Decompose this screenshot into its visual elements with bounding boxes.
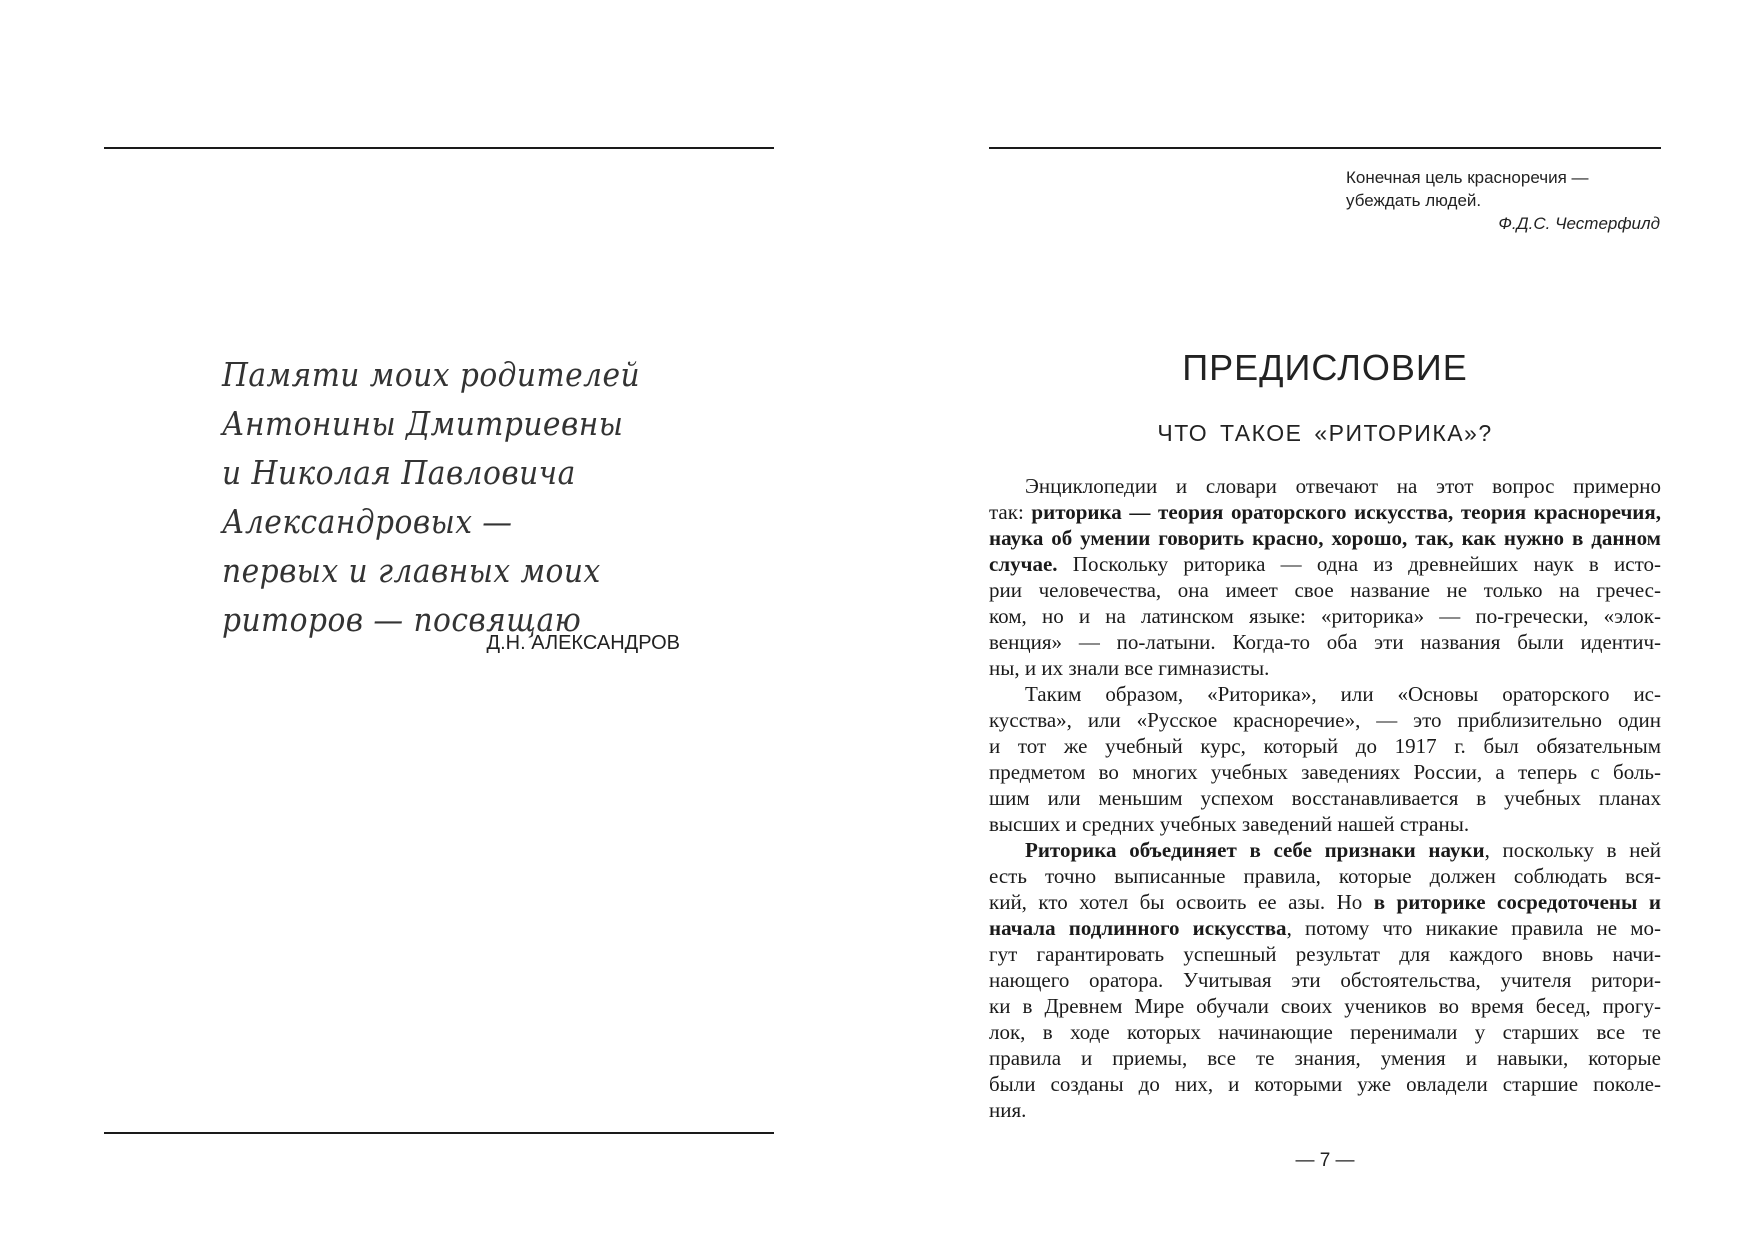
text-run: правила и приемы, все те знания, умения и навыки, которые <box>989 1046 1661 1070</box>
bold-text-run: случае. <box>989 552 1058 576</box>
dedication-line: Антонины Дмитриевны <box>222 404 624 443</box>
dedication-line: Памяти моих родителей <box>222 355 641 394</box>
bold-text-run: наука об умении говорить красно, хорошо, так, как нужно в данном <box>989 526 1661 550</box>
bold-text-run: в риторике сосредоточены и <box>1373 890 1661 914</box>
text-line <box>989 785 1661 811</box>
preface-body-text <box>989 473 1661 1123</box>
text-line <box>989 681 1661 707</box>
text-run: есть точно выписанные правила, которые должен соблюдать вся- <box>989 864 1661 888</box>
left-top-rule <box>104 147 774 149</box>
text-line <box>989 551 1661 577</box>
text-run: Энциклопедии и словари отвечают на этот вопрос примерно <box>1025 474 1661 498</box>
text-line <box>989 473 1661 499</box>
text-run: были созданы до них, и которыми уже овладели старшие поколе- <box>989 1072 1661 1096</box>
text-line <box>989 837 1661 863</box>
text-line <box>989 759 1661 785</box>
bold-text-run: риторика — теория ораторского искусства, теория красноречия, <box>1031 500 1661 524</box>
text-run: ком, но и на латинском языке: «риторика» — по-гречески, «элок- <box>989 604 1661 628</box>
text-line <box>989 707 1661 733</box>
text-run: ны, и их знали все гимназисты. <box>989 656 1270 680</box>
text-run: кий, кто хотел бы освоить ее азы. Но <box>989 890 1374 914</box>
bold-text-run: Риторика объединяет в себе признаки науки <box>1025 838 1485 862</box>
text-run: так: <box>989 500 1032 524</box>
text-line <box>989 1071 1661 1097</box>
dedication-line: первых и главных моих <box>222 551 601 590</box>
text-run: ки в Древнем Мире обучали своих учеников во время бесед, прогу- <box>989 994 1661 1018</box>
text-run: нающего оратора. Учитывая эти обстоятельства, учителя ритори- <box>989 968 1661 992</box>
text-run: предметом во многих учебных заведениях России, а теперь с боль- <box>989 760 1661 784</box>
text-line <box>989 1045 1661 1071</box>
page-number: — 7 — <box>1295 1150 1355 1171</box>
text-run: шим или меньшим успехом восстанавливается в учебных планах <box>989 786 1661 810</box>
epigraph-line: убеждать людей. <box>1346 191 1482 210</box>
text-line <box>989 993 1661 1019</box>
text-run: венция» — по-латыни. Когда-то оба эти названия были идентич- <box>989 630 1661 654</box>
text-line <box>989 941 1661 967</box>
text-line <box>989 1019 1661 1045</box>
text-line <box>989 967 1661 993</box>
right-top-rule <box>989 147 1661 149</box>
text-run: , потому что никакие правила не мо- <box>1286 916 1661 940</box>
dedication-line: и Николая Павловича <box>222 453 576 492</box>
chapter-title: ПРЕДИСЛОВИЕ <box>1182 347 1468 388</box>
dedication-author: Д.Н. АЛЕКСАНДРОВ <box>486 632 680 654</box>
text-run: и тот же учебный курс, который до 1917 г. был обязательным <box>989 734 1661 758</box>
text-line <box>989 499 1661 525</box>
text-line <box>989 603 1661 629</box>
text-line <box>989 655 1661 681</box>
epigraph-author: Ф.Д.С. Честерфилд <box>1498 214 1660 233</box>
dedication-line: Александровых — <box>222 502 513 541</box>
text-line <box>989 577 1661 603</box>
dedication-line: риторов — посвящаю <box>222 600 582 639</box>
epigraph <box>1346 166 1660 235</box>
text-line <box>989 915 1661 941</box>
text-line <box>989 1097 1661 1123</box>
text-run: гут гарантировать успешный результат для каждого вновь начи- <box>989 942 1661 966</box>
text-line <box>989 811 1661 837</box>
epigraph-line: Конечная цель красноречия — <box>1346 168 1589 187</box>
text-run: Поскольку риторика — одна из древнейших наук в исто- <box>1057 552 1661 576</box>
left-bottom-rule <box>104 1132 774 1134</box>
dedication <box>222 350 690 644</box>
text-run: , поскольку в ней <box>1484 838 1661 862</box>
text-run: кусства», или «Русское красноречие», — это приблизительно один <box>989 708 1661 732</box>
text-run: лок, в ходе которых начинающие перенимали у старших все те <box>989 1020 1661 1044</box>
text-line <box>989 889 1661 915</box>
text-run: Таким образом, «Риторика», или «Основы ораторского ис- <box>1025 682 1661 706</box>
text-line <box>989 525 1661 551</box>
bold-text-run: начала подлинного искусства <box>989 916 1287 940</box>
text-run: рии человечества, она имеет свое название не только на гречес- <box>989 578 1661 602</box>
text-run: ния. <box>989 1098 1027 1122</box>
text-run: высших и средних учебных заведений нашей страны. <box>989 812 1470 836</box>
text-line <box>989 629 1661 655</box>
section-title: ЧТО ТАКОЕ «РИТОРИКА»? <box>1157 420 1493 446</box>
text-line <box>989 733 1661 759</box>
text-line <box>989 863 1661 889</box>
